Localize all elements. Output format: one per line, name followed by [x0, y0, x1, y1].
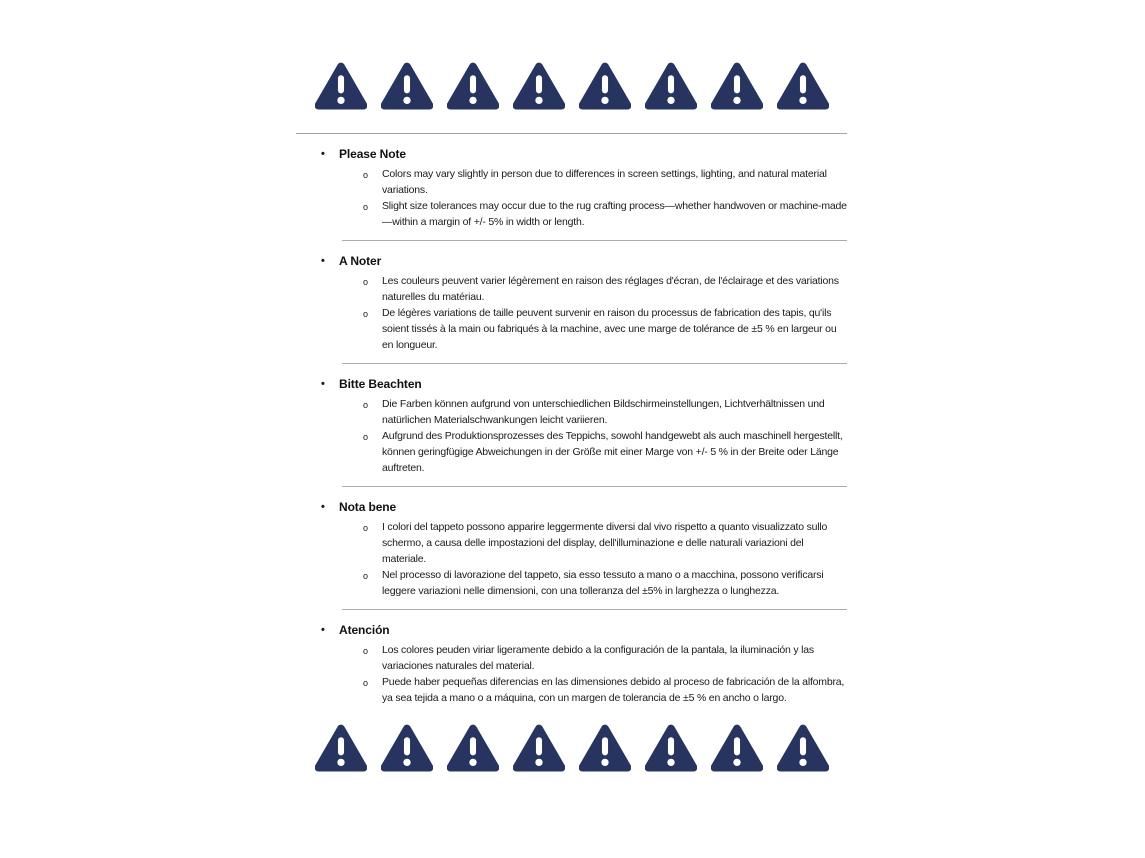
warning-icon	[315, 60, 367, 113]
section-title: Nota bene	[339, 500, 397, 514]
exclamation-dot	[535, 759, 542, 766]
warning-icon-row-top	[296, 60, 847, 113]
sub-bullet-marker: o	[363, 170, 369, 180]
note-text: Puede haber pequeñas diferencias en las dimensiones debido al proceso de fabricación de la alfombra, ya sea tejida a mano o a máquina, con un margen de tolerancia de ±5 % en ancho o largo.	[382, 676, 845, 704]
bullet-marker: •	[321, 148, 325, 160]
exclamation-dot	[667, 97, 674, 104]
exclamation-dot	[799, 759, 806, 766]
exclamation-dot	[337, 759, 344, 766]
exclamation-bar	[403, 737, 409, 755]
note-text: Die Farben können aufgrund von unterschiedlichen Bildschirmeinstellungen, Lichtverhältnissen und natürlichen Materialschwankungen leicht variieren.	[382, 398, 825, 426]
warning-icon	[381, 60, 433, 113]
warning-icon	[447, 722, 499, 775]
note-text: Les couleurs peuvent varier légèrement en raison des réglages d'écran, de l'éclairage et des variations naturelles du matériau.	[382, 275, 839, 303]
exclamation-dot	[535, 97, 542, 104]
exclamation-dot	[601, 759, 608, 766]
exclamation-dot	[469, 97, 476, 104]
section-divider	[342, 486, 847, 487]
exclamation-bar	[667, 737, 673, 755]
exclamation-bar	[535, 75, 541, 93]
sub-bullet-marker: o	[363, 523, 369, 533]
exclamation-bar	[733, 75, 739, 93]
document-content	[296, 0, 847, 775]
exclamation-bar	[667, 75, 673, 93]
note-section-english	[296, 146, 847, 241]
exclamation-bar	[469, 737, 475, 755]
sub-bullet-marker: o	[363, 202, 369, 212]
note-section-german	[296, 376, 847, 487]
exclamation-dot	[667, 759, 674, 766]
warning-icon	[447, 60, 499, 113]
warning-icon	[579, 60, 631, 113]
exclamation-bar	[601, 75, 607, 93]
note-item	[296, 567, 847, 599]
exclamation-bar	[469, 75, 475, 93]
section-heading-row	[296, 499, 847, 515]
warning-icon	[711, 722, 763, 775]
section-heading-row	[296, 253, 847, 269]
exclamation-dot	[469, 759, 476, 766]
note-text: I colori del tappeto possono apparire leggermente diversi dal vivo rispetto a quanto visualizzato sullo schermo, a causa delle impostazioni del display, dell'illuminazione e delle naturali variazioni del materiale.	[382, 521, 828, 565]
note-text: De légères variations de taille peuvent survenir en raison du processus de fabrication des tapis, qu'ils soient tissés à la main ou fabriqués à la machine, avec une marge de tolérance de ±5 % en largeur ou en longueur.	[382, 307, 837, 351]
warning-icon	[579, 722, 631, 775]
exclamation-bar	[403, 75, 409, 93]
exclamation-bar	[337, 75, 343, 93]
exclamation-dot	[733, 97, 740, 104]
exclamation-dot	[601, 97, 608, 104]
note-text: Aufgrund des Produktionsprozesses des Teppichs, sowohl handgewebt als auch maschinell hergestellt, können geringfügige Abweichungen in der Größe mit einer Marge von +/- 5 % in der Breite oder Länge auftreten.	[382, 430, 843, 474]
note-item	[296, 166, 847, 198]
exclamation-bar	[535, 737, 541, 755]
section-heading-row	[296, 376, 847, 392]
sub-bullet-marker: o	[363, 432, 369, 442]
exclamation-bar	[799, 75, 805, 93]
note-item	[296, 674, 847, 706]
note-item	[296, 273, 847, 305]
note-section-french	[296, 253, 847, 364]
note-item	[296, 305, 847, 353]
note-text: Colors may vary slightly in person due to differences in screen settings, lighting, and natural material variations.	[382, 168, 827, 196]
section-title: A Noter	[339, 254, 382, 268]
sub-bullet-marker: o	[363, 277, 369, 287]
note-item	[296, 519, 847, 567]
exclamation-dot	[733, 759, 740, 766]
exclamation-bar	[601, 737, 607, 755]
section-title: Please Note	[339, 147, 406, 161]
warning-icon	[777, 60, 829, 113]
sub-bullet-marker: o	[363, 571, 369, 581]
warning-icon	[711, 60, 763, 113]
sub-bullet-marker: o	[363, 678, 369, 688]
exclamation-dot	[403, 97, 410, 104]
note-text: Los colores peuden viriar ligeramente debido a la configuración de la pantala, la iluminación y las variaciones naturales del material.	[382, 644, 814, 672]
warning-icon	[513, 722, 565, 775]
bullet-marker: •	[321, 378, 325, 390]
section-divider	[342, 363, 847, 364]
section-heading-row	[296, 146, 847, 162]
exclamation-dot	[403, 759, 410, 766]
note-item	[296, 642, 847, 674]
warning-icon	[381, 722, 433, 775]
warning-icon-row-bottom	[296, 722, 847, 775]
note-section-spanish	[296, 622, 847, 706]
warning-icon	[645, 722, 697, 775]
note-item	[296, 428, 847, 476]
sub-bullet-marker: o	[363, 309, 369, 319]
note-item	[296, 396, 847, 428]
note-text: Nel processo di lavorazione del tappeto, sia esso tessuto a mano o a macchina, possono verificarsi leggere variazioni nelle dimensioni, con una tolleranza del ±5% in larghezza o lunghezza.	[382, 569, 824, 597]
sub-bullet-marker: o	[363, 400, 369, 410]
exclamation-bar	[733, 737, 739, 755]
top-divider	[296, 133, 847, 134]
note-text: Slight size tolerances may occur due to the rug crafting process—whether handwoven or machine-made—within a margin of +/- 5% in width or length.	[382, 200, 847, 228]
section-divider	[342, 609, 847, 610]
exclamation-dot	[799, 97, 806, 104]
warning-icon	[315, 722, 367, 775]
section-heading-row	[296, 622, 847, 638]
exclamation-bar	[799, 737, 805, 755]
warning-icon	[513, 60, 565, 113]
note-item	[296, 198, 847, 230]
note-section-italian	[296, 499, 847, 610]
bullet-marker: •	[321, 624, 325, 636]
exclamation-dot	[337, 97, 344, 104]
warning-icon	[777, 722, 829, 775]
warning-icon	[645, 60, 697, 113]
sub-bullet-marker: o	[363, 646, 369, 656]
bullet-marker: •	[321, 255, 325, 267]
section-title: Atención	[339, 623, 390, 637]
exclamation-bar	[337, 737, 343, 755]
section-divider	[342, 240, 847, 241]
section-title: Bitte Beachten	[339, 377, 422, 391]
bullet-marker: •	[321, 501, 325, 513]
